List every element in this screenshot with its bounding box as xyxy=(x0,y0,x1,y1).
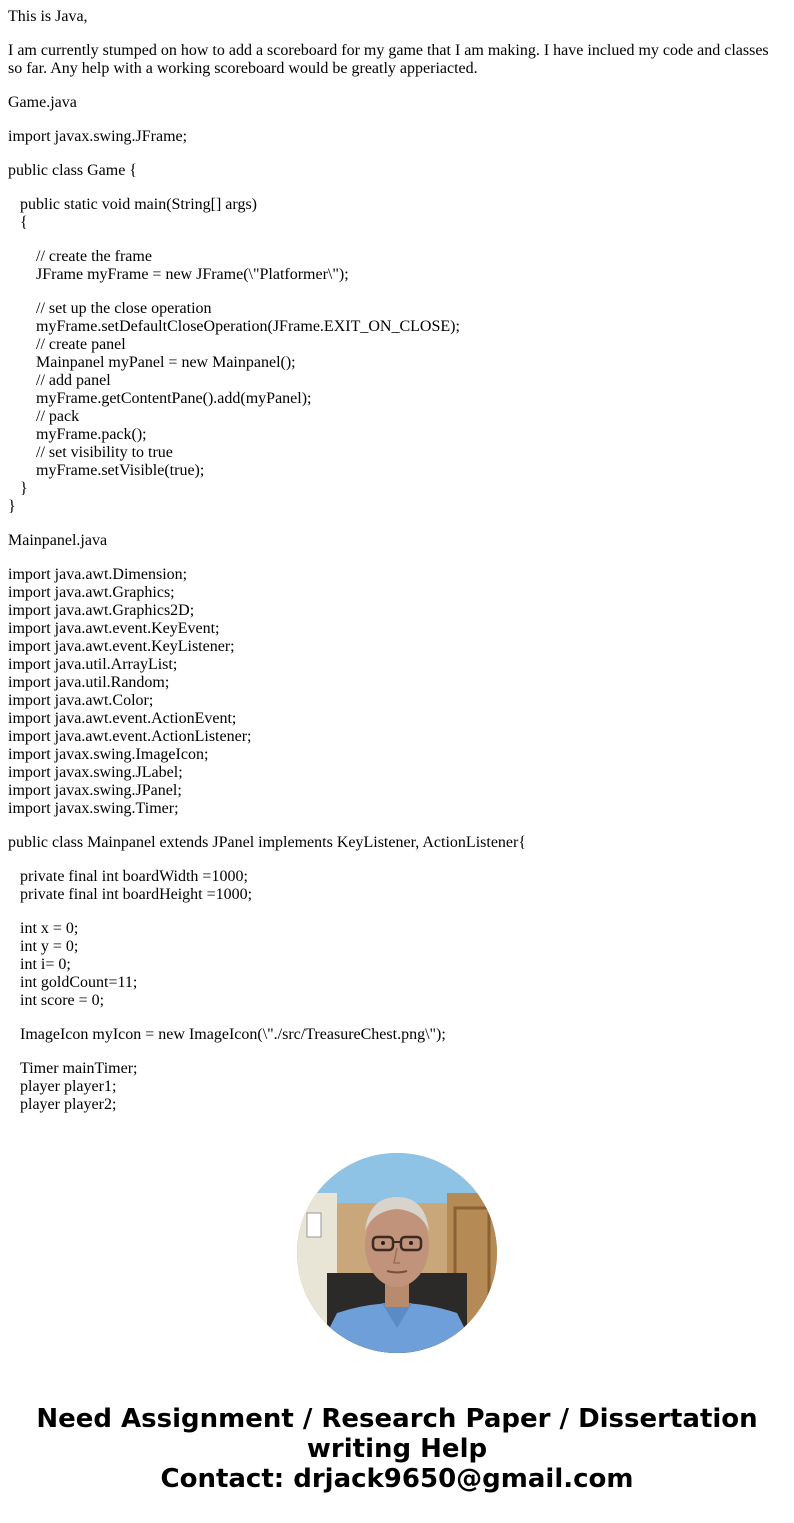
mainpanel-icon-line: ImageIcon myIcon = new ImageIcon(\"./src/TreasureChest.png\"); xyxy=(20,1026,446,1043)
code-line: private final int boardWidth =1000; xyxy=(20,868,248,885)
import-line: import javax.swing.JLabel; xyxy=(8,764,183,781)
import-line: import javax.swing.JPanel; xyxy=(8,782,182,799)
mainpanel-imports xyxy=(8,566,784,818)
mainpanel-vars xyxy=(8,920,784,1010)
promo-banner xyxy=(0,1404,794,1494)
mainpanel-board-fields xyxy=(8,868,784,904)
import-line: import javax.swing.ImageIcon; xyxy=(8,746,209,763)
mainpanel-class-decl: public class Mainpanel extends JPanel implements KeyListener, ActionListener{ xyxy=(8,834,527,851)
code-line: } xyxy=(8,498,16,515)
code-line: myFrame.getContentPane().add(myPanel); xyxy=(36,390,312,407)
code-line: myFrame.setVisible(true); xyxy=(36,462,205,479)
import-line: import java.awt.Color; xyxy=(8,692,154,709)
code-line: int score = 0; xyxy=(20,992,105,1009)
import-line: import java.awt.event.ActionListener; xyxy=(8,728,252,745)
code-line: } xyxy=(20,480,28,497)
code-comment: // pack xyxy=(36,408,80,425)
code-line: { xyxy=(20,214,28,231)
code-line: player player1; xyxy=(20,1078,117,1095)
code-line: player player2; xyxy=(20,1096,117,1113)
game-java-import: import javax.swing.JFrame; xyxy=(8,128,188,145)
intro-line: This is Java, xyxy=(8,8,88,25)
code-comment: // add panel xyxy=(36,372,111,389)
game-java-filename: Game.java xyxy=(8,94,77,111)
game-java-class-decl: public class Game { xyxy=(8,162,137,179)
avatar-portrait xyxy=(297,1153,497,1353)
mainpanel-java-filename: Mainpanel.java xyxy=(8,532,108,549)
import-line: import java.awt.Graphics; xyxy=(8,584,175,601)
code-line: int i= 0; xyxy=(20,956,71,973)
import-line: import java.awt.Dimension; xyxy=(8,566,188,583)
code-line: public static void main(String[] args) xyxy=(20,196,257,213)
promo-line-1: Need Assignment / Research Paper / Dissertation xyxy=(36,1404,758,1434)
code-comment: // create panel xyxy=(36,336,126,353)
code-line: Mainpanel myPanel = new Mainpanel(); xyxy=(36,354,296,371)
import-line: import java.util.ArrayList; xyxy=(8,656,178,673)
code-line: Timer mainTimer; xyxy=(20,1060,138,1077)
question-body xyxy=(8,8,784,1130)
code-comment: // create the frame xyxy=(36,248,152,265)
import-line: import java.util.Random; xyxy=(8,674,170,691)
import-line: import java.awt.Graphics2D; xyxy=(8,602,195,619)
code-line: myFrame.pack(); xyxy=(36,426,147,443)
code-line: int y = 0; xyxy=(20,938,79,955)
code-comment: // set up the close operation xyxy=(36,300,212,317)
code-line: int goldCount=11; xyxy=(20,974,138,991)
promo-contact: Contact: drjack9650@gmail.com xyxy=(160,1464,634,1494)
code-line: int x = 0; xyxy=(20,920,79,937)
promo-line-2: writing Help xyxy=(306,1434,488,1464)
import-line: import javax.swing.Timer; xyxy=(8,800,179,817)
import-line: import java.awt.event.ActionEvent; xyxy=(8,710,237,727)
import-line: import java.awt.event.KeyEvent; xyxy=(8,620,220,637)
code-line: myFrame.setDefaultCloseOperation(JFrame.EXIT_ON_CLOSE); xyxy=(36,318,460,335)
game-java-main-block xyxy=(8,196,784,232)
game-java-setup-block xyxy=(8,300,784,516)
intro-paragraph: I am currently stumped on how to add a scoreboard for my game that I am making. I have inclued my code and classes so far. Any help with a working scoreboard would be greatly apperiacted. xyxy=(8,42,769,77)
import-line: import java.awt.event.KeyListener; xyxy=(8,638,235,655)
game-java-frame-block xyxy=(8,248,784,284)
code-line: JFrame myFrame = new JFrame(\"Platformer\"); xyxy=(36,266,349,283)
mainpanel-fields xyxy=(8,1060,784,1114)
avatar xyxy=(297,1153,497,1353)
code-comment: // set visibility to true xyxy=(36,444,173,461)
code-line: private final int boardHeight =1000; xyxy=(20,886,253,903)
